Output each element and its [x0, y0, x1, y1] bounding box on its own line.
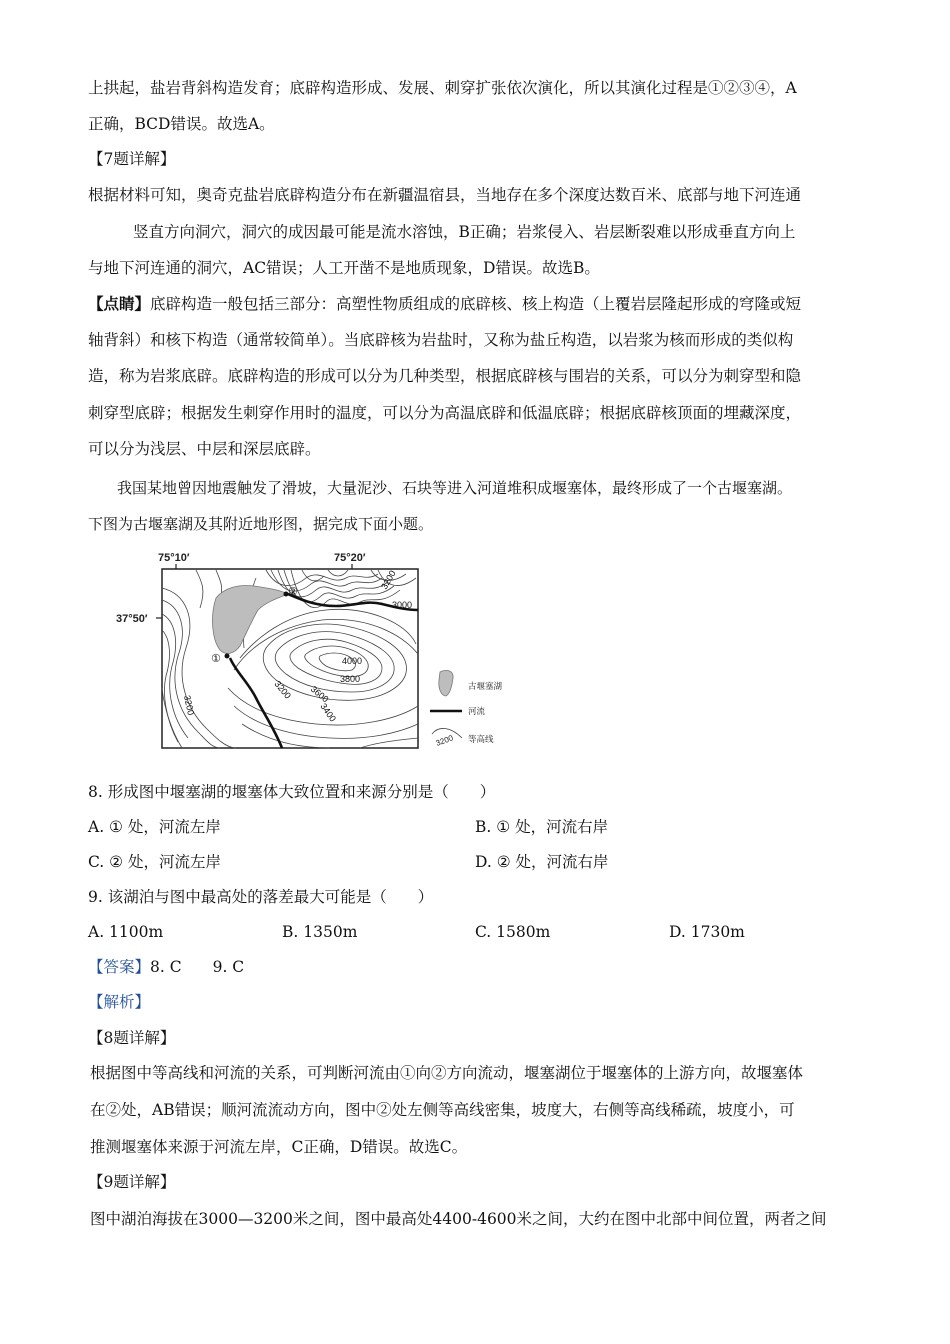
contour-label: 3200: [379, 568, 398, 591]
analysis-label: 【解析】: [88, 993, 151, 1011]
lon-label-right: 75°20′: [334, 552, 366, 564]
contour-label: 3800: [340, 674, 361, 684]
text-line: 正确，BCD错误。故选A。: [88, 115, 275, 133]
section-heading: 【7题详解】: [88, 150, 176, 168]
text-line: 根据材料可知，奥奇克盐岩底辟构造分布在新疆温宿县，当地存在多个深度达数百米、底部与地下河连通: [88, 186, 802, 204]
q8-option-a: A. ① 处，河流左岸: [88, 818, 221, 836]
contour-label: 3000: [392, 600, 413, 610]
tip-paragraph: 【点睛】底辟构造一般包括三部分：高塑性物质组成的底辟核、核上构造（上覆岩层隆起形成的穹隆或短: [88, 294, 802, 313]
q8-detail-heading: 【8题详解】: [88, 1029, 176, 1047]
text-line: 推测堰塞体来源于河流左岸，C正确，D错误。故选C。: [90, 1138, 468, 1156]
q8-option-d: D. ② 处，河流右岸: [475, 853, 609, 871]
contour-label: 3400: [318, 701, 339, 724]
question-9-stem: 9. 该湖泊与图中最高处的落差最大可能是（ ）: [88, 888, 434, 906]
marker-1-label: ①: [211, 653, 221, 665]
legend-contour-label: 等高线: [468, 734, 494, 744]
legend-lake-label: 古堰塞湖: [468, 681, 503, 691]
text-line: 根据图中等高线和河流的关系，可判断河流由①向②方向流动，堰塞湖位于堰塞体的上游方向，故堰塞体: [90, 1064, 804, 1082]
answer-line: [88, 957, 244, 977]
q8-option-b: B. ① 处，河流右岸: [475, 818, 609, 836]
text-line: 造，称为岩浆底辟。底辟构造的形成可以分为几种类型，根据底辟核与围岩的关系，可以分为刺穿型和隐: [88, 367, 802, 385]
material-line: 我国某地曾因地震触发了滑坡，大量泥沙、石块等进入河道堆积成堰塞体，最终形成了一个古堰塞湖。: [117, 479, 793, 497]
legend-contour-value: 3200: [434, 733, 455, 748]
answer-text: 8. C 9. C: [150, 958, 245, 976]
contour-label: 4000: [342, 656, 363, 666]
topographic-map: [116, 548, 506, 754]
q9-option-a: A. 1100m: [88, 923, 164, 941]
material-line: 下图为古堰塞湖及其附近地形图，据完成下面小题。: [88, 515, 434, 533]
lat-label: 37°50′: [116, 613, 148, 625]
text-line: 图中湖泊海拔在3000—3200米之间，图中最高处4400-4600米之间，大约在图中北部中间位置，两者之间: [90, 1210, 827, 1228]
text-line: 轴背斜）和核下构造（通常较简单）。当底辟核为岩盐时，又称为盐丘构造，以岩浆为核而形成的类似构: [88, 331, 794, 349]
tip-label: 【点睛】: [88, 294, 151, 313]
legend-river-label: 河流: [468, 706, 486, 716]
legend: [430, 670, 503, 747]
contour-label: 3200: [272, 678, 294, 701]
lon-label-left: 75°10′: [158, 552, 190, 564]
contour-label: 3600: [308, 683, 331, 705]
text-line: 竖直方向洞穴，洞穴的成因最可能是流水溶蚀，B正确；岩浆侵入、岩层断裂难以形成垂直方向上: [133, 223, 796, 241]
text-line: 在②处，AB错误；顺河流流动方向，图中②处左侧等高线密集，坡度大，右侧等高线稀疏，坡度小，可: [90, 1101, 795, 1119]
q9-detail-heading: 【9题详解】: [88, 1173, 176, 1191]
text-line: 刺穿型底辟；根据发生刺穿作用时的温度，可以分为高温底辟和低温底辟；根据底辟核顶面的埋藏深度，: [88, 404, 802, 422]
marker-2-label: ②: [288, 586, 298, 598]
text-line: 可以分为浅层、中层和深层底辟。: [88, 440, 321, 458]
q9-option-d: D. 1730m: [669, 923, 745, 941]
answer-label: 【答案】: [88, 958, 151, 976]
question-8-stem: 8. 形成图中堰塞湖的堰塞体大致位置和来源分别是（ ）: [88, 783, 496, 801]
q9-option-b: B. 1350m: [282, 923, 358, 941]
text-line: 与地下河连通的洞穴，AC错误；人工开凿不是地质现象，D错误。故选B。: [88, 259, 600, 277]
q8-option-c: C. ② 处，河流左岸: [88, 853, 221, 871]
q9-option-c: C. 1580m: [475, 923, 551, 941]
text-line: 上拱起，盐岩背斜构造发育；底辟构造形成、发展、刺穿扩张依次演化，所以其演化过程是①②③④，A: [88, 79, 797, 97]
legend-lake-swatch: [439, 670, 453, 696]
contour-label: 3200: [182, 694, 196, 717]
